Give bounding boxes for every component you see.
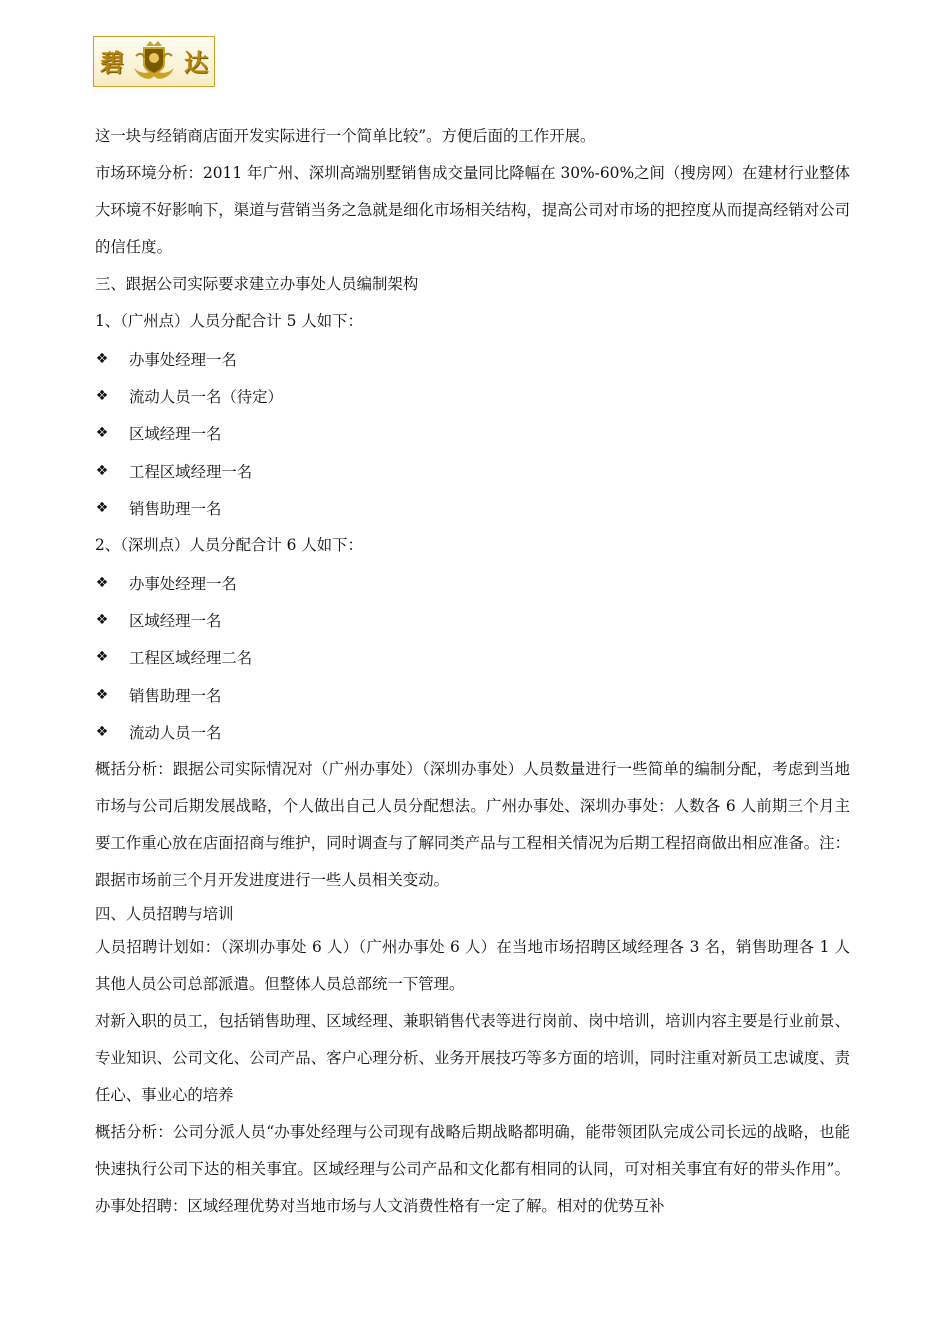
list-item-text: 区域经理一名 xyxy=(129,425,222,444)
list-item-text: 工程区域经理二名 xyxy=(129,649,253,668)
list-item xyxy=(95,714,850,751)
section-heading-4: 四、人员招聘与培训 xyxy=(95,904,234,923)
bullet-diamond-icon: ❖ xyxy=(95,388,109,405)
list-item xyxy=(95,564,850,601)
paragraph-intro-continuation: 这一块与经销商店面开发实际进行一个简单比较”。方便后面的工作开展。 xyxy=(95,127,596,145)
company-logo xyxy=(93,36,215,87)
list-item-text: 销售助理一名 xyxy=(129,500,222,519)
list-item-text: 区域经理一名 xyxy=(129,612,222,631)
list-item xyxy=(95,452,850,489)
list-item-text: 流动人员一名 xyxy=(129,724,222,743)
paragraph-recruitment-plan: 人员招聘计划如：（深圳办事处 6 人）（广州办事处 6 人）在当地市场招聘区域经理各 3 名，销售助理各 1 人其他人员公司总部派遣。但整体人员总部统一下管理。 xyxy=(95,937,850,993)
document-body xyxy=(95,118,850,1225)
guangzhou-staff-list xyxy=(95,340,850,527)
bullet-diamond-icon: ❖ xyxy=(95,425,109,442)
list-item xyxy=(95,377,850,414)
list-item-text: 流动人员一名（待定） xyxy=(129,388,283,407)
paragraph-recruitment-summary: 概括分析：公司分派人员“办事处经理与公司现有战略后期战略都明确，能带领团队完成公司长远的战略，也能快速执行公司下达的相关事宜。区域经理与公司产品和文化都有相同的认同，可对相关事宜有好的带头作用”。办事处招聘：区域经理优势对当地市场与人文消费性格有一定了解。相对的优势互补 xyxy=(95,1122,850,1215)
list-item-text: 销售助理一名 xyxy=(129,686,222,705)
list-item xyxy=(95,676,850,713)
bullet-diamond-icon: ❖ xyxy=(95,462,109,479)
paragraph-staffing-summary: 概括分析：跟据公司实际情况对（广州办事处）（深圳办事处）人员数量进行一些简单的编制分配，考虑到当地市场与公司后期发展战略，个人做出自己人员分配想法。广州办事处、深圳办事处：人数各 6 人前期三个月主要工作重心放在店面招商与维护，同时调查与了解同类产品与工程相关情况为后期工程招商做出相应准备。注：跟据市场前三个月开发进度进行一些人员相关变动。 xyxy=(95,759,850,889)
shenzhen-staff-heading: 2、（深圳点）人员分配合计 6 人如下： xyxy=(95,535,363,554)
list-item xyxy=(95,340,850,377)
bullet-diamond-icon: ❖ xyxy=(95,500,109,517)
list-item-text: 办事处经理一名 xyxy=(129,574,237,593)
logo-char-left: 碧 xyxy=(100,48,124,77)
bullet-diamond-icon: ❖ xyxy=(95,724,109,741)
list-item xyxy=(95,639,850,676)
guangzhou-staff-heading: 1、（广州点）人员分配合计 5 人如下： xyxy=(95,312,363,330)
list-item-text: 工程区域经理一名 xyxy=(129,462,253,481)
bullet-diamond-icon: ❖ xyxy=(95,574,109,591)
bullet-diamond-icon: ❖ xyxy=(95,686,109,703)
paragraph-training: 对新入职的员工，包括销售助理、区域经理、兼职销售代表等进行岗前、岗中培训，培训内容主要是行业前景、专业知识、公司文化、公司产品、客户心理分析、业务开展技巧等多方面的培训，同时注重对新员工忠诚度、责任心、事业心的培养 xyxy=(95,1011,850,1104)
section-heading-3: 三、跟据公司实际要求建立办事处人员编制架构 xyxy=(95,275,419,293)
list-item xyxy=(95,490,850,527)
shenzhen-staff-list xyxy=(95,564,850,751)
list-item xyxy=(95,415,850,452)
list-item xyxy=(95,601,850,638)
bullet-diamond-icon: ❖ xyxy=(95,612,109,629)
crest-emblem-icon xyxy=(130,38,178,86)
bullet-diamond-icon: ❖ xyxy=(95,649,109,666)
list-item-text: 办事处经理一名 xyxy=(129,350,237,369)
bullet-diamond-icon: ❖ xyxy=(95,350,109,367)
logo-char-right: 达 xyxy=(184,48,208,77)
paragraph-market-analysis: 市场环境分析：2011 年广州、深圳高端别墅销售成交量同比降幅在 30%-60%之间（搜房网）在建材行业整体大环境不好影响下，渠道与营销当务之急就是细化市场相关结构，提高公司对市场的把控度从而提高经销对公司的信任度。 xyxy=(95,164,850,256)
